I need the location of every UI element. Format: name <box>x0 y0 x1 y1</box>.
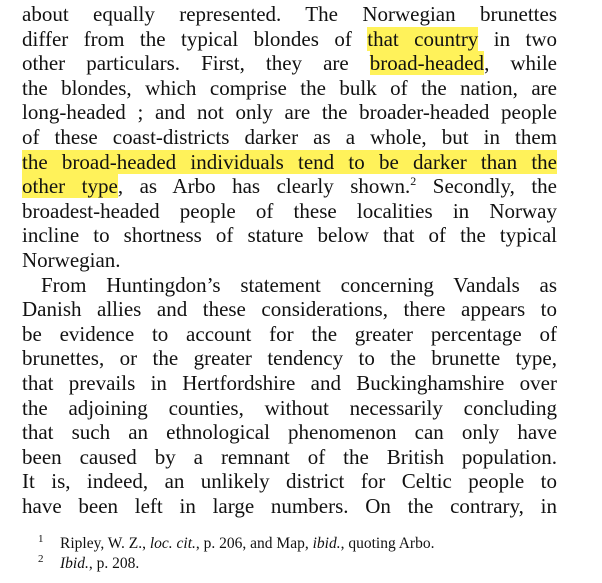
text-segment: Norwegian. <box>22 248 121 272</box>
text-segment: brunettes, or the greater tendency to the brunette type, <box>22 346 557 371</box>
text-segment: It is, indeed, an unlikely district for Celtic people to <box>22 469 557 494</box>
text-segment: From Huntingdon’s statement concerning Vandals as <box>41 272 557 297</box>
text-segment: broadest-headed people of these localities in Norway <box>22 198 557 223</box>
text-line <box>22 2 557 26</box>
text-segment: about equally represented. The Norwegian brunettes <box>22 2 557 26</box>
text-line <box>22 100 557 124</box>
highlighted-text: that country <box>367 26 479 51</box>
text-segment: Secondly, the <box>416 174 557 199</box>
text-line <box>22 494 557 518</box>
text-line <box>22 174 557 198</box>
text-segment: of these coast-districts darker as a whole, but in them <box>22 125 557 149</box>
text-line <box>22 371 557 395</box>
text-segment: in two <box>478 26 557 51</box>
text-segment: , as Arbo has clearly shown. <box>117 174 411 199</box>
footnote-reference: 2 <box>410 174 417 189</box>
text-line <box>22 27 557 51</box>
highlighted-text: the broad-headed individuals tend to be darker than the <box>22 149 557 174</box>
text-line <box>22 420 557 444</box>
text-segment: the adjoining counties, without necessarily concluding <box>22 395 557 420</box>
footnote-text: Ibid. <box>60 555 89 572</box>
footnote: 1 Ripley, W. Z., loc. cit., p. 206, and Map, ibid., quoting Arbo. <box>38 532 435 552</box>
text-segment: have been left in large numbers. On the contrary, in <box>22 494 557 518</box>
text-line <box>22 125 557 149</box>
footnote-text: ibid. <box>312 535 341 552</box>
highlighted-text: broad-headed <box>369 51 485 76</box>
text-line <box>22 150 557 174</box>
text-line <box>22 396 557 420</box>
text-segment: other particulars. First, they are <box>22 51 370 76</box>
text-line <box>22 346 557 370</box>
footnote-text: , quoting Arbo. <box>340 535 435 552</box>
text-line <box>41 273 557 297</box>
footnote-text: , p. 206, and Map, <box>195 535 313 552</box>
footnote: 2 Ibid., p. 208. <box>38 552 140 572</box>
highlighted-text: other type <box>22 174 118 199</box>
text-line <box>22 445 557 469</box>
footnote-text: , p. 208. <box>88 555 140 572</box>
footnote-text: Ripley, W. Z., <box>60 535 150 552</box>
text-segment: be evidence to account for the greater percentage of <box>22 321 557 346</box>
text-segment: the blondes, which comprise the bulk of the nation, are <box>22 75 557 100</box>
text-line <box>22 469 557 493</box>
footnote-text: loc. cit. <box>149 535 196 552</box>
text-line <box>22 51 557 75</box>
text-segment: that such an ethnological phenomenon can only have <box>22 420 557 445</box>
text-segment: Danish allies and these considerations, there appears to <box>22 297 557 322</box>
text-line <box>22 76 557 100</box>
text-line <box>22 297 557 321</box>
text-segment: , while <box>484 51 558 76</box>
text-segment: long-headed ; and not only are the broader-headed people <box>22 100 557 125</box>
text-segment: incline to shortness of stature below that of the typical <box>22 223 557 248</box>
text-segment: that prevails in Hertfordshire and Buckinghamshire over <box>22 371 557 395</box>
text-segment: differ from the typical blondes of <box>22 26 368 51</box>
text-line <box>22 248 557 272</box>
text-line <box>22 199 557 223</box>
text-line <box>22 322 557 346</box>
text-line <box>22 223 557 247</box>
text-segment: been caused by a remnant of the British population. <box>22 444 557 469</box>
